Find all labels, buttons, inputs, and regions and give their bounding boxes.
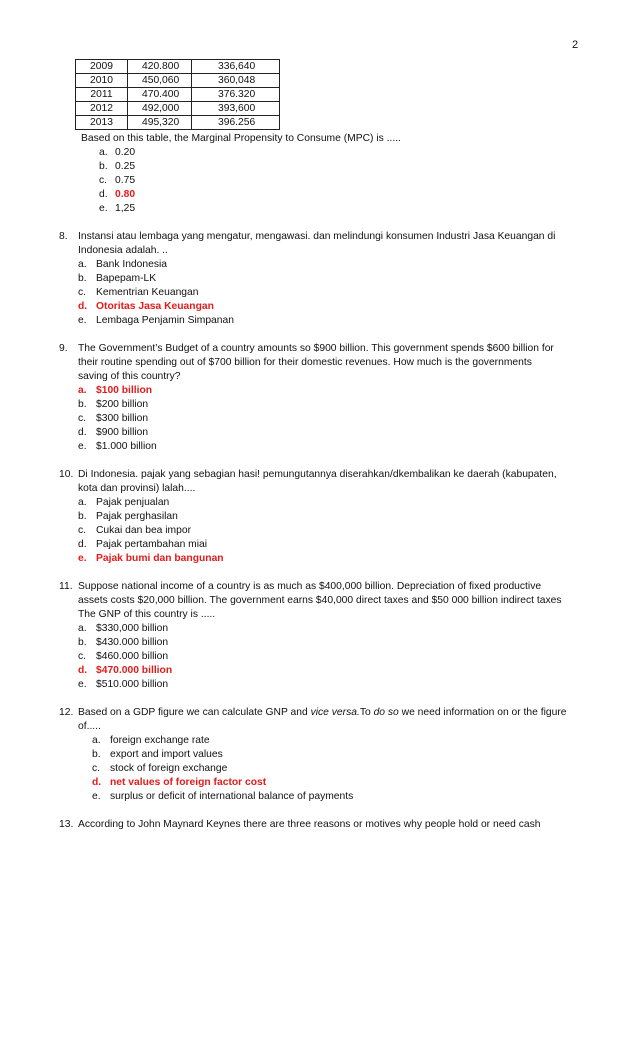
question-number: 8. [59, 231, 68, 242]
question-9-stem: their routine spending out of $700 billion for their domestic revenues. How much is the governments [78, 357, 532, 368]
table-row [76, 102, 280, 116]
correct-answer: $470.000 billion [96, 665, 173, 676]
table-cell: 396.256 [192, 116, 280, 130]
correct-answer: Pajak bumi dan bangunan [96, 553, 224, 564]
stem-italic: vice versa. [310, 707, 360, 718]
option-letter: e. [78, 553, 87, 564]
option-text: Bapepam-LK [96, 273, 157, 284]
option-letter: d. [78, 539, 87, 550]
question-number: 13. [59, 819, 74, 830]
question-number: 12. [59, 707, 74, 718]
question-number: 11. [59, 581, 73, 592]
option-letter: d. [78, 301, 88, 312]
option-text: Bank Indonesia [96, 259, 167, 270]
option-letter: e. [99, 203, 108, 214]
table-cell: 360,048 [192, 74, 280, 88]
option-letter: b. [99, 161, 108, 172]
question-9-stem: saving of this country? [78, 371, 181, 382]
option-letter: b. [78, 511, 87, 522]
question-11-stem: Suppose national income of a country is as much as $400,000 billion. Depreciation of fixed productive [78, 581, 542, 592]
option-letter: a. [78, 385, 87, 396]
option-text: stock of foreign exchange [110, 763, 228, 774]
question-12-stem [78, 706, 566, 720]
page-number: 2 [572, 39, 579, 51]
question-13-stem: According to John Maynard Keynes there are three reasons or motives why people hold or need cash [78, 819, 541, 830]
option-text: 1,25 [115, 203, 136, 214]
option-text: $430.000 billion [96, 637, 169, 648]
question-7-stem: Based on this table, the Marginal Propensity to Consume (MPC) is ..... [81, 133, 401, 144]
table-cell: 2009 [76, 60, 128, 74]
option-text: 0.25 [115, 161, 136, 172]
option-text: Pajak pertambahan miai [96, 539, 208, 550]
table-row [76, 60, 280, 74]
table-cell: 495,320 [128, 116, 192, 130]
table-cell: 336,640 [192, 60, 280, 74]
question-8-stem: Indonesia adalah. .. [78, 245, 168, 256]
stem-text: To [359, 707, 374, 718]
correct-answer: Otoritas Jasa Keuangan [96, 301, 214, 312]
table-row [76, 74, 280, 88]
correct-answer: 0.80 [115, 189, 136, 200]
question-11-stem: The GNP of this country is ..... [78, 609, 216, 620]
option-letter: b. [92, 749, 101, 760]
option-letter: c. [78, 651, 87, 662]
data-table [75, 59, 280, 130]
option-letter: c. [78, 525, 87, 536]
option-letter: c. [92, 763, 101, 774]
table-cell: 393,600 [192, 102, 280, 116]
option-text: foreign exchange rate [110, 735, 210, 746]
correct-answer: net values of foreign factor cost [110, 777, 267, 788]
option-text: $330,000 billion [96, 623, 169, 634]
option-text: Pajak perghasilan [96, 511, 178, 522]
question-10-stem: kota dan provinsi) lalah.... [78, 483, 196, 494]
option-text: Kementrian Keuangan [96, 287, 199, 298]
option-letter: a. [78, 259, 87, 270]
option-letter: e. [78, 679, 87, 690]
option-letter: b. [78, 273, 87, 284]
option-letter: c. [99, 175, 108, 186]
question-10-stem: Di Indonesia. pajak yang sebagian hasi! pemungutannya diserahkan/dkembalikan ke daerah (kabupaten, [78, 469, 557, 480]
option-text: $1.000 billion [96, 441, 157, 452]
option-text: $510.000 billion [96, 679, 169, 690]
table-row [76, 88, 280, 102]
option-letter: d. [99, 189, 108, 200]
table-cell: 376.320 [192, 88, 280, 102]
option-letter: a. [99, 147, 108, 158]
table-cell: 470.400 [128, 88, 192, 102]
option-text: Lembaga Penjamin Simpanan [96, 315, 234, 326]
table-cell: 2011 [76, 88, 128, 102]
question-8-stem: Instansi atau lembaga yang mengatur, mengawasi. dan melindungi konsumen Industri Jasa Keuangan di [78, 231, 556, 242]
table-cell: 450,060 [128, 74, 192, 88]
table-cell: 2013 [76, 116, 128, 130]
option-text: Cukai dan bea impor [96, 525, 192, 536]
question-number: 9. [59, 343, 68, 354]
option-letter: c. [78, 287, 87, 298]
table-cell: 2010 [76, 74, 128, 88]
option-text: $300 billion [96, 413, 149, 424]
table-cell: 492,000 [128, 102, 192, 116]
option-text: 0.75 [115, 175, 136, 186]
option-letter: d. [78, 665, 88, 676]
option-text: $460.000 billion [96, 651, 169, 662]
option-letter: e. [78, 441, 87, 452]
table-cell: 2012 [76, 102, 128, 116]
question-number: 10. [59, 469, 74, 480]
option-text: 0.20 [115, 147, 136, 158]
stem-italic: do so [373, 707, 399, 718]
stem-text: we need information on or the figure [398, 707, 567, 718]
option-letter: e. [78, 315, 87, 326]
option-letter: e. [92, 791, 101, 802]
option-letter: b. [78, 399, 87, 410]
option-text: $200 billion [96, 399, 149, 410]
option-letter: d. [92, 777, 102, 788]
option-letter: a. [78, 623, 87, 634]
question-11-stem: assets costs $20,000 billion. The government earns $40,000 direct taxes and $50 000 billion indirect taxes [78, 595, 562, 606]
table-row [76, 116, 280, 130]
correct-answer: $100 billion [96, 385, 153, 396]
option-text: surplus or deficit of international balance of payments [110, 791, 354, 802]
option-letter: b. [78, 637, 87, 648]
question-9-stem: The Government’s Budget of a country amounts so $900 billion. This government spends $600 billion for [78, 343, 554, 354]
option-text: export and import values [110, 749, 223, 760]
option-letter: c. [78, 413, 87, 424]
option-letter: d. [78, 427, 87, 438]
stem-text: Based on a GDP figure we can calculate GNP and [78, 707, 311, 718]
option-letter: a. [92, 735, 101, 746]
option-text: $900 billion [96, 427, 149, 438]
question-12-stem: of..... [78, 721, 101, 732]
table-cell: 420.800 [128, 60, 192, 74]
option-letter: a. [78, 497, 87, 508]
option-text: Pajak penjualan [96, 497, 170, 508]
